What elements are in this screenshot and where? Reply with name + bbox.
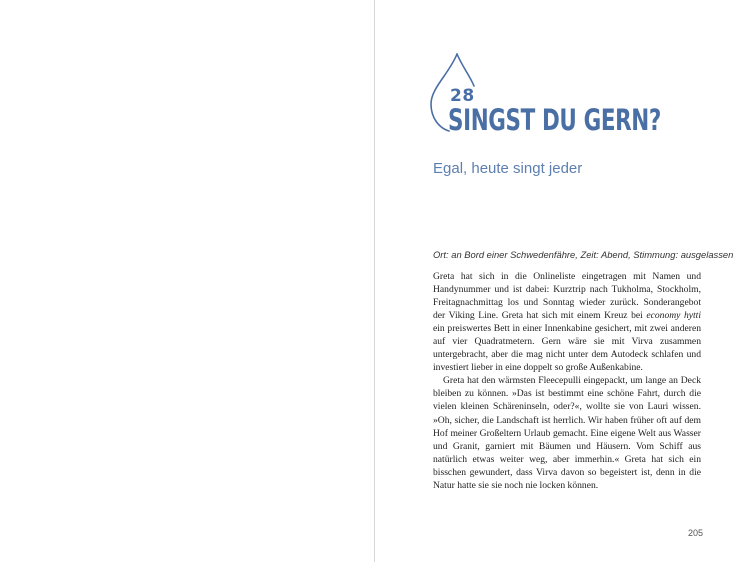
page-number: 205 (688, 528, 704, 538)
chapter-subtitle: Egal, heute singt jeder (433, 160, 583, 177)
chapter-title: SINGST DU GERN? (448, 103, 661, 137)
paragraph-1: Greta hat sich in die Onlineliste eingetragen mit Namen und Handynummer und ist dabei: Kurztrip nach Tukholma, Stockholm, Freitagnachmittag los und Sonntag wieder zurück. Sonderangebot der Viking Line. Greta hat sich mit einem Kreuz bei economy hytti ein preiswertes Bett in einer Innenkabine gesichert, mit zwei anderen auf vier Quadratmetern. Gern wäre sie mit Virva zusammen untergebracht, aber die mag nicht unter dem Autodeck schlafen und investiert lieber in eine doppelt so große Außenkabine. (433, 271, 702, 374)
body-text (433, 270, 701, 492)
emphasis-economy-hytti: economy hytti (646, 310, 702, 322)
scene-setting: Ort: an Bord einer Schwedenfähre, Zeit: Abend, Stimmung: ausgelassen (433, 249, 734, 260)
chapter-number: 28 (450, 86, 475, 106)
left-page-blank (0, 0, 374, 562)
paragraph-2: Greta hat den wärmsten Fleecepulli eingepackt, um lange an Deck bleiben zu können. »Das ist bestimmt eine schöne Fahrt, durch die vielen kleinen Schäreninseln, oder?«, wollte sie von Lauri wissen. »Oh, sicher, die Landschaft ist herrlich. Wir haben früher oft auf dem Hof meiner Großeltern Urlaub gemacht. Eine eigene Welt aus Wasser und Granit, garniert mit Bäumen und Häusern. Vom Schiff aus natürlich etwas weiter weg, aber immerhin.« Greta hat sich ein bisschen gewundert, dass Virva davon so begeistert ist, denn in die Natur hatte sie sie noch nie locken können. (433, 375, 701, 491)
